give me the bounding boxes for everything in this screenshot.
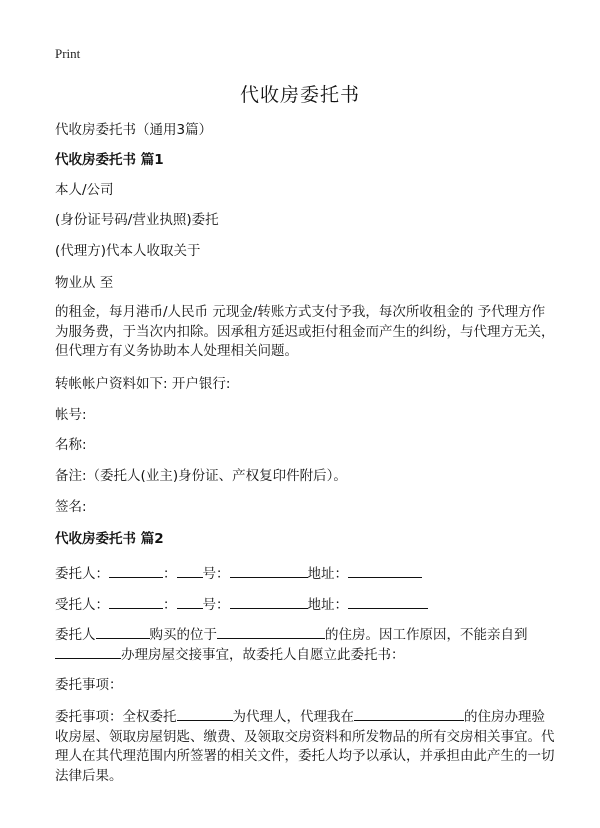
matters-text-2: 为代理人，代理我在: [232, 709, 354, 725]
document-subtitle: 代收房委托书（通用3篇）: [55, 122, 213, 138]
bank-info-line: 转帐帐户资料如下: 开户银行:: [55, 376, 231, 392]
property-blank: [354, 706, 464, 721]
agent-name-blank: [109, 594, 163, 609]
principal-separator: ：: [163, 566, 177, 582]
property-period-line: 物业从 至: [55, 275, 114, 291]
principal-name-blank: [109, 563, 163, 578]
account-number-label: 帐号:: [55, 407, 87, 423]
agent-label: 受托人：: [55, 597, 109, 613]
attorney-blank: [177, 706, 233, 721]
principal-address-blank: [348, 563, 422, 578]
principal-number-label: 号：: [202, 566, 230, 582]
principal-id-type-blank: [177, 563, 203, 578]
principal-address-label: 地址：: [307, 566, 348, 582]
location-blank: [217, 624, 325, 639]
handover-place-blank: [55, 644, 121, 659]
purchase-text-2: 购买的位于: [149, 627, 217, 643]
purchase-text-3: 的住房。因工作原因，不能亲自到: [325, 627, 528, 643]
matters-paragraph: [55, 706, 555, 786]
handover-line: [55, 644, 405, 665]
handover-text: 办理房屋交接事宜，故委托人自愿立此委托书：: [121, 647, 405, 663]
matters-text-1: 委托事项：全权委托: [55, 709, 177, 725]
agent-id-type-blank: [177, 594, 203, 609]
signature-label: 签名:: [55, 499, 87, 515]
purchase-line: [55, 624, 528, 645]
print-link[interactable]: Print: [55, 46, 81, 61]
matters-text-3: 的住房办理验收房屋、领取房屋钥匙、缴费、及领取交房资料和所发物品的所有交房相关事宜。代理人在其代理范围内所签署的相关文件，委托人均予以承认，并承担由此产生的一切法律后果。: [55, 709, 555, 784]
agent-line: (代理方)代本人收取关于: [55, 243, 201, 259]
rent-terms-paragraph: 的租金，每月港币/人民币 元现金/转账方式支付予我，每次所收租金的 予代理方作为服务费，于当次内扣除。因承租方延迟或拒付租金而产生的纠纷，与代理方无关，但代理方有义务协助本人处理相关问题。: [55, 304, 555, 359]
principal-label: 委托人：: [55, 566, 109, 582]
purchaser-blank: [96, 624, 150, 639]
account-name-label: 名称:: [55, 437, 87, 453]
document-title: 代收房委托书: [239, 84, 360, 106]
section1-heading: 代收房委托书 篇1: [55, 152, 164, 168]
id-line: (身份证号码/营业执照)委托: [55, 212, 219, 228]
agent-separator: ：: [163, 597, 177, 613]
agent-number-blank: [230, 594, 308, 609]
agent-number-label: 号：: [202, 597, 230, 613]
purchase-text-1: 委托人: [55, 627, 96, 643]
matters-title: 委托事项：: [55, 677, 123, 693]
agent-address-blank: [348, 594, 428, 609]
agent-info-line: [55, 594, 428, 615]
principal-line: 本人/公司: [55, 182, 114, 198]
principal-info-line: [55, 563, 422, 584]
principal-number-blank: [230, 563, 308, 578]
section2-heading: 代收房委托书 篇2: [55, 531, 164, 547]
remark-line: 备注:（委托人(业主)身份证、产权复印件附后）。: [55, 468, 347, 484]
agent-address-label: 地址：: [307, 597, 348, 613]
